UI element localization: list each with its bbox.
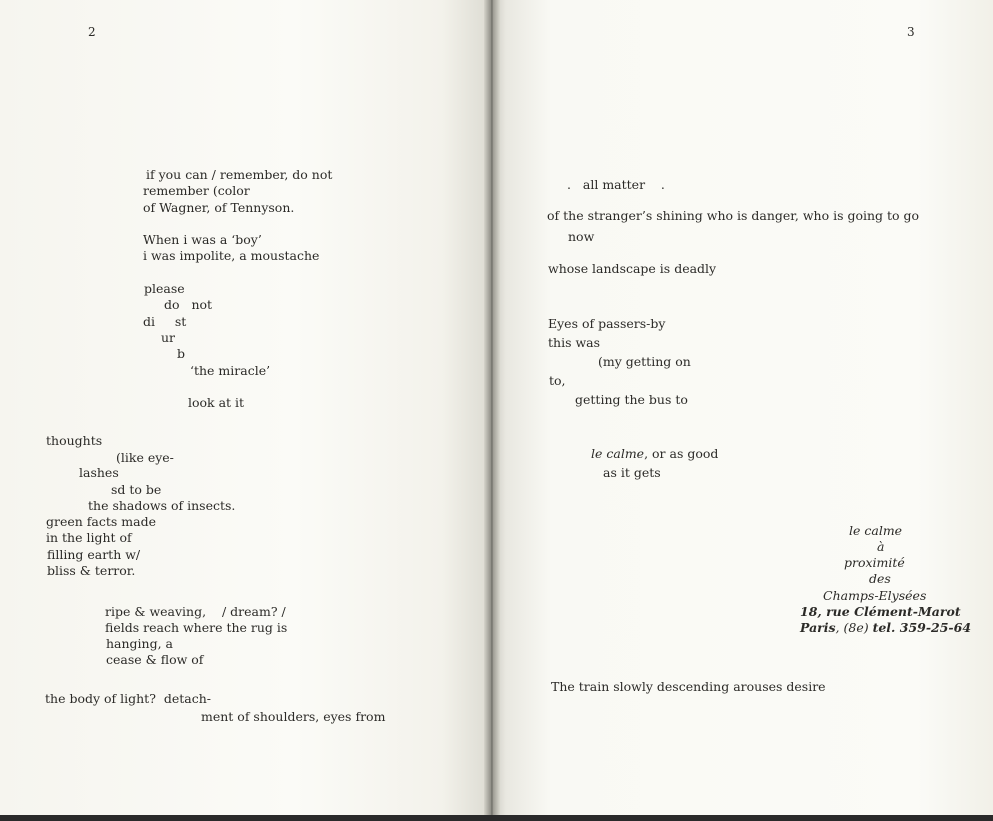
poem-italic-phrase: le calme xyxy=(591,446,645,461)
poem-line: ur xyxy=(161,330,176,345)
poem-line: now xyxy=(568,229,595,244)
poem-line: getting the bus to xyxy=(575,392,688,407)
poem-line: di st xyxy=(143,314,187,329)
poem-phrase: , or as good xyxy=(644,446,719,461)
address-line: 18, rue Clément-Marot xyxy=(800,604,961,619)
poem-line: look at it xyxy=(188,395,245,410)
poem-line: The train slowly descending arouses desire xyxy=(551,679,826,694)
poem-line: the shadows of insects. xyxy=(88,498,236,513)
poem-line xyxy=(591,446,718,462)
address-line: à xyxy=(877,539,885,554)
poem-line: When i was a ‘boy’ xyxy=(143,232,262,247)
poem-line: i was impolite, a moustache xyxy=(143,248,320,263)
poem-line: cease & flow of xyxy=(106,652,204,667)
poem-line: sd to be xyxy=(111,482,162,497)
address-arrondissement: , (8e) xyxy=(835,620,873,635)
poem-line: this was xyxy=(548,335,601,350)
poem-line: please xyxy=(144,281,185,296)
poem-line: ripe & weaving, / dream? / xyxy=(105,604,286,619)
poem-line: bliss & terror. xyxy=(47,563,136,578)
page-number-right: 3 xyxy=(907,25,915,39)
poem-line: fields reach where the rug is xyxy=(105,620,288,635)
poem-line: ment of shoulders, eyes from xyxy=(201,709,386,724)
address-city: Paris xyxy=(800,620,836,635)
poem-line: lashes xyxy=(79,465,119,480)
poem-line: if you can / remember, do not xyxy=(146,167,333,182)
left-page xyxy=(0,0,491,821)
page-number-left: 2 xyxy=(88,25,96,39)
poem-line: the body of light? detach- xyxy=(45,691,212,706)
poem-line: Eyes of passers-by xyxy=(548,316,666,331)
poem-line: green facts made xyxy=(46,514,156,529)
address-line: proximité xyxy=(844,555,905,570)
poem-line: filling earth w/ xyxy=(47,547,141,562)
poem-line: in the light of xyxy=(46,530,132,545)
address-line: des xyxy=(869,571,891,586)
poem-line: as it gets xyxy=(603,465,661,480)
poem-line: b xyxy=(177,346,186,361)
poem-line: (my getting on xyxy=(598,354,691,369)
poem-line: of Wagner, of Tennyson. xyxy=(143,200,295,215)
right-page xyxy=(491,0,993,821)
poem-line: of the stranger’s shining who is danger, who is going to go xyxy=(547,208,920,223)
poem-line: ‘the miracle’ xyxy=(190,363,271,378)
poem-line: remember (color xyxy=(143,183,250,198)
poem-line: . all matter . xyxy=(567,177,665,192)
address-line: Champs-Elysées xyxy=(823,588,927,603)
poem-line: whose landscape is deadly xyxy=(548,261,717,276)
poem-line: (like eye- xyxy=(116,450,174,465)
poem-line: to, xyxy=(549,373,566,388)
address-line xyxy=(800,620,971,636)
book-spine xyxy=(484,0,500,821)
address-telephone: tel. 359-25-64 xyxy=(872,620,972,635)
poem-line: do not xyxy=(164,297,213,312)
page-bottom-edge xyxy=(0,815,993,821)
poem-line: thoughts xyxy=(46,433,103,448)
address-line: le calme xyxy=(849,523,903,538)
poem-line: hanging, a xyxy=(106,636,174,651)
